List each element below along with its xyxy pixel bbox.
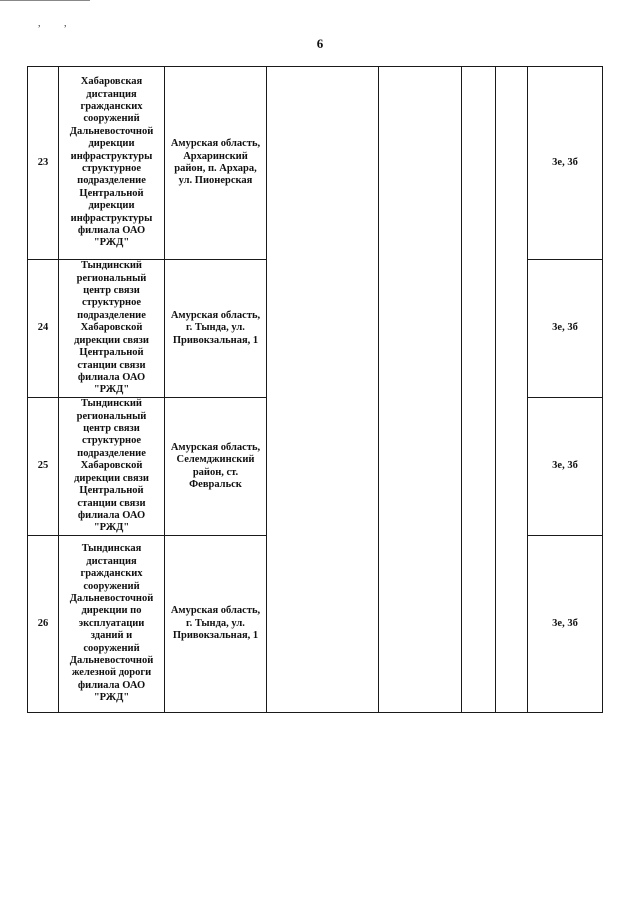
scan-corner-line (0, 0, 90, 1)
organization-name-text: Тындинская дистанция гражданских сооружений Дальневосточной дирекции по эксплуатации зданий и сооружений Дальневосточной железной дороги филиала ОАО "РЖД" (69, 543, 154, 704)
organization-name (59, 398, 165, 536)
organization-name (59, 536, 165, 713)
object-address-text: Амурская область, Селемджинский район, ст. Февральск (170, 441, 261, 490)
class-value: 3е, 3б (528, 398, 603, 536)
object-address-text: Амурская область, г. Тында, ул. Привокзальная, 1 (170, 309, 261, 346)
object-address (165, 398, 267, 536)
table-row (28, 67, 603, 260)
organization-name-text: Тындинский региональный центр связи структурное подразделение Хабаровской дирекции связи Центральной станции связи филиала ОАО "РЖД" (74, 260, 149, 396)
organization-name-text: Хабаровская дистанция гражданских сооружений Дальневосточной дирекции инфраструктуры структурное подразделение Центральной дирекции инфраструктуры филиала ОАО "РЖД" (69, 76, 154, 249)
organization-name (59, 260, 165, 398)
row-number: 23 (28, 67, 59, 260)
empty-cell-merged-a (267, 67, 379, 713)
organization-name (59, 67, 165, 260)
objects-table (27, 66, 603, 713)
object-address-text: Амурская область, Архаринский район, п. Архара, ул. Пионерская (170, 138, 261, 187)
page-number: 6 (316, 36, 324, 51)
empty-cell-merged-d (496, 67, 528, 713)
class-value: 3е, 3б (528, 260, 603, 398)
scan-mark-right: , (64, 18, 67, 29)
empty-cell-merged-c (462, 67, 496, 713)
class-value: 3е, 3б (528, 67, 603, 260)
row-number: 26 (28, 536, 59, 713)
object-address-text: Амурская область, г. Тында, ул. Привокзальная, 1 (170, 605, 261, 642)
row-number: 24 (28, 260, 59, 398)
scan-mark-left: , (38, 18, 41, 29)
object-address (165, 536, 267, 713)
object-address (165, 67, 267, 260)
class-value: 3е, 3б (528, 536, 603, 713)
empty-cell-merged-b (379, 67, 462, 713)
row-number: 25 (28, 398, 59, 536)
object-address (165, 260, 267, 398)
organization-name-text: Тындинский региональный центр связи структурное подразделение Хабаровской дирекции связи Центральной станции связи филиала ОАО "РЖД" (74, 398, 149, 534)
